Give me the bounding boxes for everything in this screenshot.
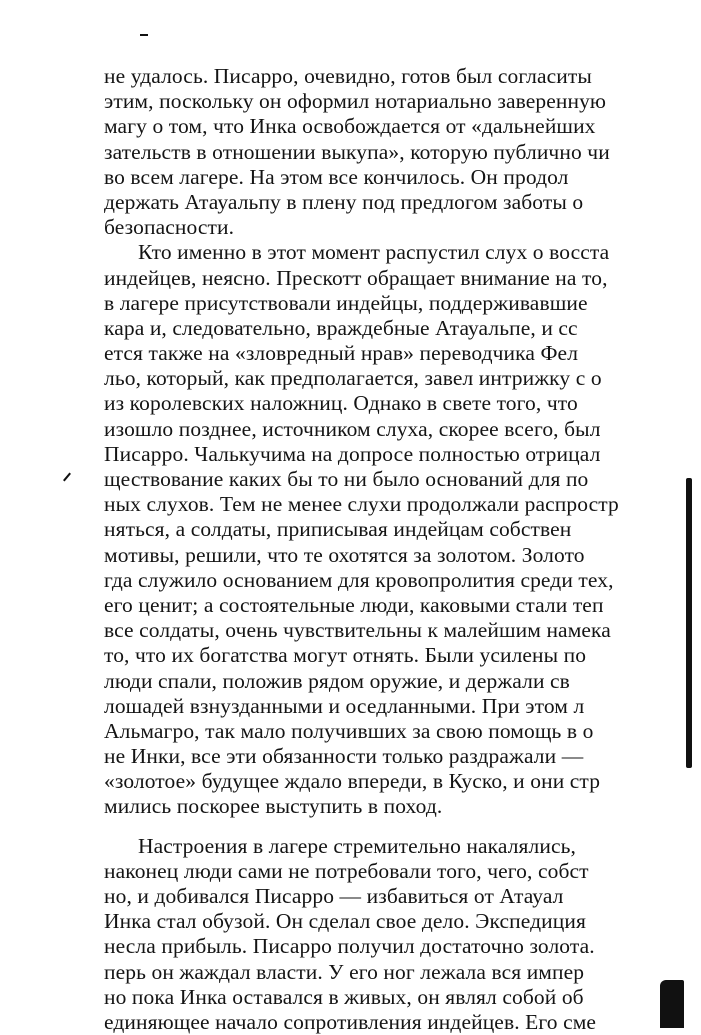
text-line: из королевских наложниц. Однако в свете того, что	[104, 391, 578, 416]
text-line: гда служило основанием для кровопролития среди тех,	[104, 567, 614, 592]
page-body-text	[104, 64, 684, 1035]
text-line: зательств в отношении выкупа», которую публично чи	[104, 139, 610, 164]
text-line: держать Атауальпу в плену под предлогом заботы о	[104, 189, 584, 214]
text-line: Кто именно в этот момент распустил слух о восста	[138, 240, 610, 265]
text-line: магу о том, что Инка освобождается от «дальнейших	[104, 114, 596, 139]
text-line: но пока Инка оставался в живых, он являл собой об	[104, 984, 584, 1009]
paragraph-spacing	[104, 820, 684, 834]
scan-speck	[140, 34, 148, 36]
text-line: то, что их богатства могут отнять. Были усилены по	[104, 643, 587, 668]
text-line: единяющее начало сопротивления индейцев. Его сме	[104, 1009, 597, 1034]
text-line: Инка стал обузой. Он сделал свое дело. Экспедиция	[104, 909, 586, 934]
text-line: льо, который, как предполагается, завел интрижку с о	[104, 366, 602, 391]
scan-margin-bar	[686, 478, 692, 768]
text-line: Альмагро, так мало получивших за свою помощь в о	[104, 718, 594, 743]
text-line: люди спали, положив рядом оружие, и держали св	[104, 668, 570, 693]
text-line: Писарро. Чалькучима на допросе полностью отрицал	[104, 441, 601, 466]
text-line: Настроения в лагере стремительно накалялись,	[138, 833, 576, 858]
text-line: не удалось. Писарро, очевидно, готов был согласиты	[104, 64, 592, 88]
text-line: «золотое» будущее ждало впереди, в Куско, и они стр	[104, 769, 601, 794]
text-line: перь он жаждал власти. У его ног лежала вся импер	[104, 959, 585, 984]
text-line: его ценит; а состоятельные люди, каковыми стали теп	[104, 592, 604, 617]
text-line: мотивы, решили, что те охотятся за золотом. Золото	[104, 542, 585, 567]
text-line: но, и добивался Писарро — избавиться от Атауал	[104, 884, 564, 908]
text-line: не Инки, все эти обязанности только раздражали —	[104, 744, 584, 769]
text-line: безопасности.	[104, 215, 235, 240]
text-line: лошадей взнузданными и оседланными. При этом л	[104, 693, 585, 718]
margin-pencil-mark	[63, 473, 71, 482]
text-line: кара и, следовательно, враждебные Атауальпе, и сс	[104, 315, 578, 340]
text-line: мились поскорее выступить в поход.	[104, 794, 443, 819]
text-line: в лагере присутствовали индейцы, поддерживавшие	[104, 290, 588, 315]
text-line: во всем лагере. На этом все кончилось. Он продол	[104, 164, 569, 189]
paragraph-2	[104, 240, 684, 819]
scan-corner-blot	[660, 980, 684, 1028]
paragraph-3	[104, 834, 684, 1035]
text-line: изошло позднее, источником слуха, скорее всего, был	[104, 416, 601, 441]
text-line: индейцев, неясно. Прескотт обращает внимание на то,	[104, 265, 608, 290]
text-line: ется также на «зловредный нрав» переводчика Фел	[104, 341, 579, 366]
text-line: ществование каких бы то ни было оснований для по	[104, 467, 589, 491]
text-line: несла прибыль. Писарро получил достаточно золота.	[104, 934, 595, 959]
text-line: этим, поскольку он оформил нотариально заверенную	[104, 89, 607, 114]
text-line: няться, а солдаты, приписывая индейцам собствен	[104, 517, 572, 542]
text-line: все солдаты, очень чувствительны к малейшим намека	[104, 618, 611, 643]
text-line: ных слухов. Тем не менее слухи продолжали распростр	[104, 492, 619, 517]
paragraph-1	[104, 64, 684, 240]
text-line: наконец люди сами не потребовали того, чего, собст	[104, 858, 589, 883]
